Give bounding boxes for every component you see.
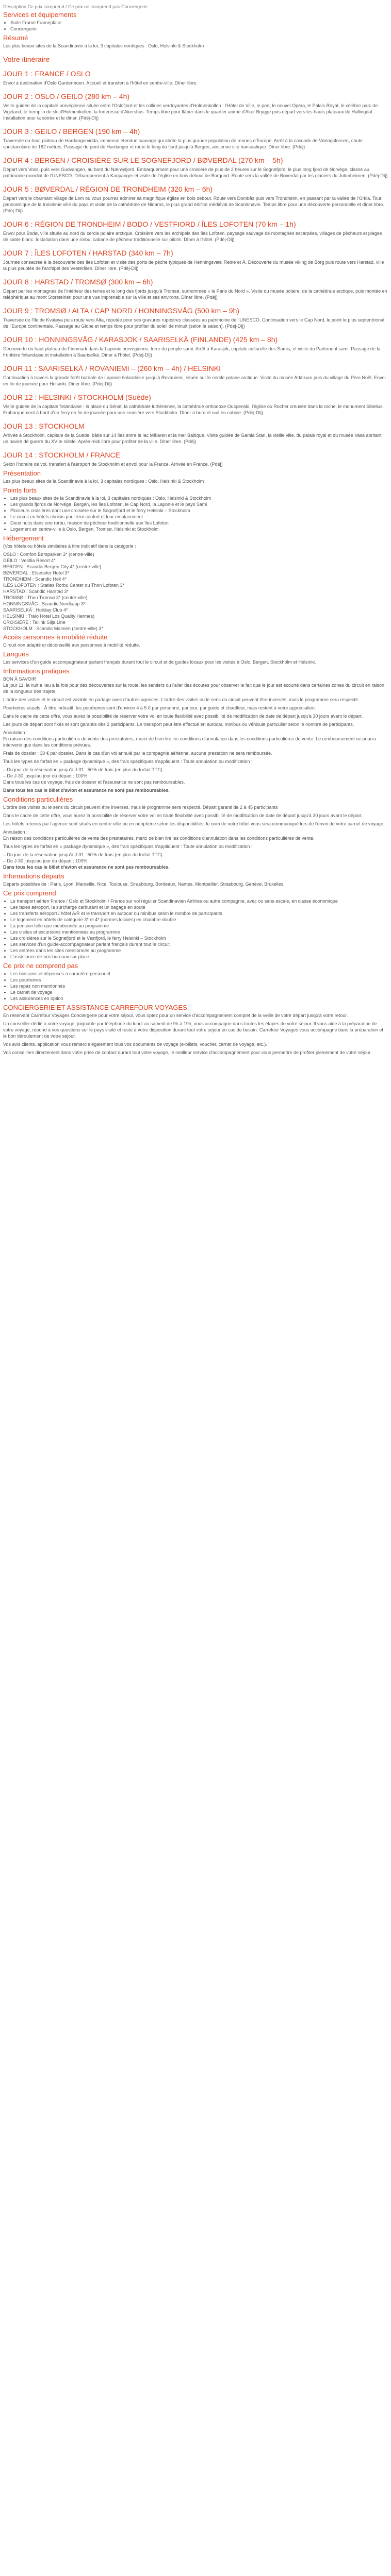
info-subtitle: BON À SAVOIR [3, 676, 36, 682]
hotel-line: ÎLES LOFOTEN : Statles Rorbu Center ou Thon Lofoten 3* [3, 583, 124, 588]
day-title: JOUR 13 : STOCKHOLM [3, 422, 85, 430]
day-title: JOUR 11 : SAARISELKÄ / ROVANIEMI – (260 km – 4h) / HELSINKI [3, 364, 221, 372]
day-text: Découverte du haut plateau du Finnmark dans la Laponie norvégienne, terre du peuple sami. Arrêt à Karasjok, capitale culturelle des Samis, et visite du Parlement sami. Passage de la frontière finlandaise et installation à Saariselkä. Dîner à l'hôtel. (Pdéj-Dîj) [3, 346, 381, 358]
section-title-conditions: Conditions particulières [3, 795, 73, 803]
day-title: JOUR 8 : HARSTAD / TROMSØ (300 km – 6h) [3, 278, 153, 286]
list-item: • Les boissons et dépenses à caractère personnel [10, 971, 388, 977]
info-paragraph: Les jours de départ sont fixés et sont garantis dès 2 participants. Le transport peut être effectué en autocar, minibus ou véhicule particulier selon le nombre de participants. [3, 722, 354, 727]
list-item: • Conciergerie [10, 26, 388, 32]
presentation-text: Les plus beaux sites de la Scandinavie à la loi, 3 capitales nordiques : Oslo, Helsinki & Stockholm [3, 479, 204, 484]
day-text: Envol pour Bodø, ville située au nord du cercle polaire arctique. Croisière vers les archipels des îles Lofoten, paysage sauvage de montagnes escarpées, villages de pêcheurs et plages de sable blanc. Installation dans une rorbu, cabane de pêcheur traditionnelle sur pilotis. Dîner à l'hôtel. (Pdéj-Dîj) [3, 231, 382, 242]
list-item: • Les plus beaux sites de la Scandinavie à la loi, 3 capitales nordiques : Oslo, Helsinki & Stockholm [10, 495, 388, 501]
day-text: Selon l'horaire de vol, transfert à l'aéroport de Stockholm et envol pour la France. Arrivée en France. (Pdéj) [3, 462, 223, 467]
langues-text: Les services d'un guide accompagnateur parlant français durant tout le circuit et de guides locaux pour les visites à Oslo, Bergen, Stockholm et Helsinki. [3, 659, 316, 665]
hotel-line: STOCKHOLM : Scandic Malmen (centre-ville) 3* [3, 626, 103, 631]
list-item: • Le circuit en hôtels choisis pour leur confort et leur emplacement [10, 514, 388, 520]
day-title: JOUR 12 : HELSINKI / STOCKHOLM (Suède) [3, 393, 151, 401]
page [0, 0, 391, 1066]
day-text: Visite guidée de la capitale finlandaise : la place du Sénat, la cathédrale luthérienne, la cathédrale orthodoxe Ouspenski, l'église du Rocher creusée dans la roche, le monument Sibelius. Embarquement à bord d'un ferry en fin de journée pour une croisière vers Stockholm. Dîner à bord et nuit en cabine. (Pdéj-Dîj) [3, 404, 384, 415]
day-title: JOUR 2 : OSLO / GEILO (280 km – 4h) [3, 92, 130, 100]
list-item: • Les services d'un guide-accompagnateur parlant français durant tout le circuit [10, 941, 388, 947]
list-item: • Les grands fjords de Norvège, Bergen, les îles Lofoten, le Cap Nord, la Laponie et le pays Sami [10, 501, 388, 507]
hotel-line: TRONDHEIM : Scandic Hell 4* [3, 577, 67, 582]
list-item: • Les visites et excursions mentionnées au programme [10, 929, 388, 935]
section-title-services: Services et équipements [3, 11, 77, 19]
points-forts-list [3, 495, 388, 532]
comprend-list [3, 898, 388, 960]
conditions-paragraph: Les hôtels retenus par l'agence sont situés en centre-ville ou en périphérie selon les disponibilités, le nom de votre hôtel vous sera communiqué lors de l'envoi de votre carnet de voyage. [3, 821, 385, 826]
conditions-paragraph: Dans le cadre de cette offre, vous aurez la possibilité de réserver votre vol en toute flexibilité avec possibilité de modification de date de départ jusqu'à 30 jours avant le départ. [3, 813, 363, 818]
info-paragraph: En raison des conditions particulières de vente des prestataires, merci de bien lire les conditions d'annulation dans les conditions particulières de vente. Le remboursement ne pourra intervenir que dans les conditions prévues. [3, 736, 376, 748]
conditions-paragraph: L'ordre des visites ou le sens du circuit peuvent être inversés, mais le programme sera respecté. Départ garanti de 2 à 45 participants [3, 805, 278, 810]
departs-text: Départs possibles de : Paris, Lyon, Marseille, Nice, Toulouse, Strasbourg, Bordeaux, Nantes, Montpellier, Strasbourg, Genève, Bruxelles. [3, 882, 285, 887]
list-item: • Les croisières sur le Sognefjord et le Vestfjord, le ferry Helsinki – Stockholm [10, 935, 388, 941]
info-annulation-title: Annulation : [3, 730, 28, 735]
hotel-line: HARSTAD : Scandic Harstad 3* [3, 589, 69, 594]
day-text: Arrivée à Stockholm, capitale de la Suède, bâtie sur 14 îles entre le lac Mälaren et la mer Baltique. Visite guidée de Gamla Stan, la vieille ville, du palais royal et du musée Vasa abritant un navire de guerre du XVIIe siècle. Après-midi libre pour profiter de la ville. Dîner libre. (Pdéj) [3, 433, 382, 444]
hotel-line: OSLO : Comfort Børsparken 3* (centre-ville) [3, 552, 94, 557]
itinerary-days [3, 70, 388, 467]
list-item: • Le carnet de voyage [10, 989, 388, 995]
section-title-informations: Informations pratiques [3, 667, 70, 675]
info-paragraph: Dans le cadre de cette offre, vous aurez la possibilité de réserver votre vol en toute flexibilité avec possibilité de modification de date de départ jusqu'à 30 jours avant le départ. [3, 714, 363, 719]
info-paragraph: Le jour 11, la nuit a lieu à la fois pour des découvertes sur la route, les sentiers ou l'aller des écoutes pour observer le fait que le jour est écourté dans certaines zones du circuit en raison de la longueur des trajets. [3, 683, 384, 694]
breadcrumb: Description Ce prix comprend / Ce prix ne comprend pas Conciergerie [3, 4, 148, 9]
section-title-hebergement: Hébergement [3, 534, 44, 542]
list-item: • Suite Frame Frameplace [10, 20, 388, 26]
list-item: • La pension telle que mentionnée au programme [10, 923, 388, 929]
day-title: JOUR 4 : BERGEN / CROISIÈRE SUR LE SOGNEFJORD / BØVERDAL (270 km – 5h) [3, 156, 283, 164]
section-title-points-forts: Points forts [3, 486, 37, 494]
list-item: • Les assurances en option [10, 995, 388, 1002]
day-text: Départ par les montagnes de l'intérieur des terres et le long des fjords jusqu'à Tromsø, surnommée « le Paris du Nord ». Visite du musée polaire, de la cathédrale arctique, puis montée en téléphérique au mont Storsteinen pour une vue imprenable sur la ville et ses environs. Dîner libre. (Pdéj) [3, 289, 387, 300]
conditions-annulation-title: Annulation : [3, 829, 28, 835]
list-item: • Le transport aérien France / Oslo et Stockholm / France sur vol régulier Scandinavian Airlines ou autre compagnie, avec ou sans escale, en classe économique [10, 898, 388, 904]
day-title: JOUR 9 : TROMSØ / ALTA / CAP NORD / HONNINGSVÅG (500 km – 9h) [3, 307, 239, 315]
hotel-line: SAARISELKÄ : Holiday Club 4* [3, 607, 68, 613]
info-line: – Du jour de la réservation jusqu'à J-31 : 50% de frais (en plus du forfait TTC) [3, 767, 162, 772]
conditions-line: – Du jour de la réservation jusqu'à J-31 : 50% de frais (en plus du forfait TTC) [3, 852, 162, 857]
hotel-line: BERGEN : Scandic Bergen City 4* (centre-ville) [3, 564, 102, 569]
day-title: JOUR 5 : BØVERDAL / RÉGION DE TRONDHEIM (320 km – 6h) [3, 185, 213, 193]
day-title: JOUR 1 : FRANCE / OSLO [3, 70, 91, 78]
info-line: – De J-30 jusqu'au jour du départ : 100% [3, 773, 88, 778]
day-text: Départ vers Voss, puis vers Gudvangen, au bord du Nærøyfjord. Embarquement pour une croisière de plus de 2 heures sur le Sognefjord, le plus long fjord de Norvège, classé au patrimoine mondial de l'UNESCO. Débarquement à Kaupanger et visite de l'église en bois debout de Borgund. Route vers la vallée de Bøverdal par les glaciers du Jotunheimen. (Pdéj-Dîj) [3, 167, 388, 178]
list-item: • Les taxes aéroport, la surcharge carburant et un bagage en soute [10, 904, 388, 910]
conditions-paragraph: En raison des conditions particulières de vente des prestataires, merci de bien lire les conditions d'annulation dans les conditions particulières de vente. [3, 836, 315, 841]
hotel-line: CROISIÈRE : Tallink Silja Line [3, 620, 66, 625]
conditions-paragraph: Tous les types de forfait en « package dynamique », des frais spécifiques s'appliquent : Toute annulation ou modification : [3, 844, 253, 849]
acces-text: Circuit non adapté et déconseillé aux personnes à mobilité réduite. [3, 642, 140, 648]
list-item: • Les repas non mentionnés [10, 983, 388, 989]
day-title: JOUR 10 : HONNINGSVÅG / KARASJOK / SAARISELKÄ (FINLANDE) (425 km – 8h) [3, 335, 278, 344]
section-title-langues: Langues [3, 650, 29, 658]
info-paragraph: Pourboires usuels : À titre indicatif, les pourboires sont d'environ 4 à 5 € par personne, par jour, par guide et chauffeur, mais restent à votre appréciation. [3, 705, 316, 710]
section-title-acces: Accès personnes à mobilité réduite [3, 633, 108, 641]
day-text: Journée consacrée à la découverte des îles Lofoten et visite des ports de pêche typiques de Henningsvær, Reine et Å. Découverte du musée viking de Borg puis route vers Harstad, ville la plus peuplée de l'archipel des Vesterålen. Dîner libre. (Pdéj-Dîj) [3, 260, 384, 271]
day-title: JOUR 14 : STOCKHOLM / FRANCE [3, 451, 120, 459]
list-item: • Les entrées dans les sites mentionnés au programme [10, 947, 388, 954]
hotel-line: HELSINKI : Traïo Hotel Los Quality Hermes) [3, 614, 95, 619]
list-item: • Les transferts aéroport / hôtel A/R et le transport en autocar ou minibus selon le nombre de participants [10, 910, 388, 917]
day-title: JOUR 7 : ÎLES LOFOTEN / HARSTAD (340 km – 7h) [3, 249, 173, 257]
list-item: • Le logement en hôtels de catégorie 3* et 4* (normes locales) en chambre double [10, 917, 388, 923]
section-title-presentation: Présentation [3, 469, 41, 477]
list-item: • Plusieurs croisières dont une croisière sur le Sognefjord et le ferry Helsinki – Stockholm [10, 507, 388, 514]
info-paragraph: L'ordre des visites et le circuit est valable en partage avec d'autres agences. L'ordre des visites ou le sens du circuit peuvent être inversés, mais le programme sera respecté. [3, 697, 360, 702]
section-title-departs: Informations départs [3, 872, 64, 880]
day-text: Traversée de l'île de Kvaløya puis route vers Alta, réputée pour ses gravures rupestres classées au patrimoine de l'UNESCO. Continuation vers le Cap Nord, le point le plus septentrional de l'Europe continentale. Passage au Globe et temps libre pour profiter du soleil de minuit (selon la saison). (Pdéj-Dîj) [3, 317, 384, 329]
hotel-line: HONNINGSVÅG : Scandic Nordkapp 3* [3, 601, 86, 606]
services-list [3, 20, 388, 32]
info-paragraph: Dans tous les cas de voyage, frais de dossier et l'assurance ne sont pas remboursables. [3, 779, 185, 785]
day-title: JOUR 3 : GEILO / BERGEN (190 km – 4h) [3, 127, 140, 135]
hotel-line: TROMSØ : Thon Tromsø 3* (centre-ville) [3, 595, 88, 600]
hotel-line: GEILO : Vestlia Resort 4* [3, 558, 56, 563]
list-item: • Deux nuits dans une rorbu, maison de pêcheur traditionnelle aux îles Lofoten [10, 520, 388, 526]
hotel-line: BØVERDAL : Elveseter Hotel 3* [3, 570, 70, 575]
section-title-itineraire: Votre itinéraire [3, 55, 50, 63]
day-text: Envol à destination d'Oslo Gardermoen. Accueil et transfert à l'hôtel en centre-ville. Dîner libre. [3, 80, 198, 86]
section-title-resume: Résumé [3, 34, 28, 42]
day-title: JOUR 6 : RÉGION DE TRONDHEIM / BODO / VESTFIORD / ÎLES LOFOTEN (70 km – 1h) [3, 220, 296, 228]
conciergerie-paragraph: Vos conseillers directement dans votre prise de contact durant tout votre voyage, le meilleur service d'accompagnement pour vous permettre de profiter pleinement de votre séjour. [3, 1050, 372, 1055]
list-item: • Logement en centre-ville à Oslo, Bergen, Tromsø, Helsinki et Stockholm [10, 526, 388, 532]
list-item: • Les pourboires [10, 977, 388, 983]
conditions-bold: Dans tous les cas le billet d'avion et assurance ne sont pas remboursables. [3, 865, 170, 870]
conciergerie-paragraph: Vos avis clients, application vous remercie également tous vos documents de voyage (e-billets, voucher, carnet de voyage, etc.). [3, 1042, 267, 1047]
conciergerie-paragraph: Un conseiller dédié à votre voyage, joignable par téléphone du lundi au samedi de 9h à 19h, vous accompagne dans toutes les étapes de votre séjour. Il vous aide à la préparation de votre voyage, répond à vos questions sur le pays visité et reste à votre disposition durant tout votre séjour en cas de besoin. Carrefour Voyages vous accompagne dans la préparation et le bon déroulement de votre séjour. [3, 1021, 383, 1039]
info-paragraph: Frais de dossier : 30 € par dossier. Dans le cas d'un vol annulé par la compagnie aérienne, aucune prestation ne sera remboursée. [3, 751, 272, 756]
day-text: Traversée du haut plateau de Hardangervidda, immense étendue sauvage qui abrite la plus grande population de rennes d'Europe. Arrêt à la cascade de Vøringsfossen, chute spectaculaire de 182 mètres. Passage du pont de Hardanger et route le long du fjord jusqu'à Bergen, ancienne cité hanséatique. Dîner libre. (Pdéj) [3, 138, 363, 149]
resume-text: Les plus beaux sites de la Scandinavie à la loi, 3 capitales nordiques : Oslo, Helsinki & Stockholm [3, 43, 204, 48]
day-text: Visite guidée de la capitale norvégienne située entre l'Oslofjord et les collines verdoyantes d'Holmenkollen : l'Hôtel de Ville, le port, le nouvel Opéra, le Palais Royal, le célèbre parc de Vigeland, le tremplin de ski d'Holmenkollen, la forteresse d'Akershus. Temps libre pour flâner dans le quartier animé d'Aker Brygge puis départ vers les hauts plateaux de Hallingdal. Installation pour la soirée et le dîner. (Pdéj-Dîj) [3, 103, 378, 121]
section-title-ne-comprend: Ce prix ne comprend pas [3, 962, 78, 970]
list-item: • L'assistance de nos bureaux sur place [10, 954, 388, 960]
conditions-line: – De J-30 jusqu'au jour du départ : 100% [3, 858, 88, 863]
hebergement-intro: (Vos hôtels ou hôtels similaires à titre indicatif dans la catégorie : [3, 544, 136, 549]
hebergement-list [3, 551, 388, 632]
day-text: Continuation à travers la grande forêt boréale de Laponie finlandaise jusqu'à Rovaniemi, située sur le cercle polaire arctique. Visite du musée Arktikum puis du village du Père Noël. Envol en fin de journée pour Helsinki. Dîner libre. (Pdéj-Dîj) [3, 375, 386, 386]
info-bold: Dans tous les cas le billet d'avion et assurance ne sont pas remboursables. [3, 788, 170, 793]
conciergerie-paragraph: En réservant Carrefour Voyages Conciergerie pour votre séjour, vous optez pour un service d'accompagnement complet de la veille de votre départ jusqu'à votre retour. [3, 1013, 348, 1018]
info-paragraph: Tous les types de forfait en « package dynamique », des frais spécifiques s'appliquent : Toute annulation ou modification : [3, 759, 253, 764]
section-title-comprend: Ce prix comprend [3, 889, 56, 897]
day-text: Départ vers le charmant village de Lom où vous pourrez admirer sa magnifique église en bois debout. Route vers Dombås puis vers Trondheim, en passant par la vallée de l'Orkla. Tour panoramique de la troisième ville du pays et visite de la cathédrale de Nidaros, le plus grand édifice médiéval de Scandinavie. Temps libre pour une découverte personnelle et dîner libre. (Pdéj-Dîj) [3, 196, 384, 213]
ne-comprend-list [3, 971, 388, 1002]
section-title-conciergerie: CONCIERGERIE ET ASSISTANCE CARREFOUR VOYAGES [3, 1004, 187, 1011]
